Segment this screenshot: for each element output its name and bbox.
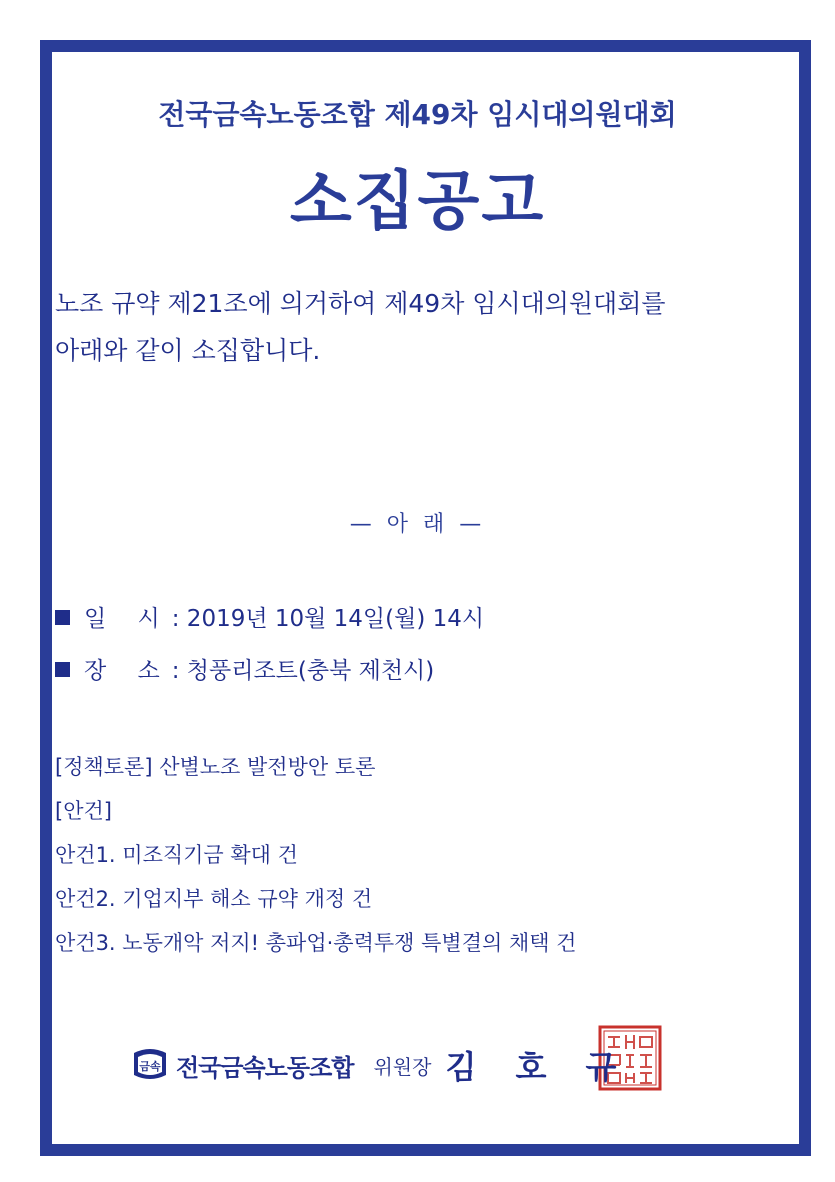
detail-value: : 청풍리조트(충북 제천시) bbox=[171, 658, 435, 684]
meeting-details bbox=[55, 593, 705, 697]
square-bullet-icon bbox=[55, 610, 70, 625]
agenda-list bbox=[55, 745, 735, 965]
detail-value: : 2019년 10월 14일(월) 14시 bbox=[171, 606, 485, 632]
detail-label: 일 시 bbox=[84, 606, 172, 632]
notice-subtitle: 전국금속노동조합 제49차 임시대의원대회 bbox=[158, 98, 677, 131]
president-name: 김 호 규 bbox=[445, 1048, 631, 1086]
agenda-heading: [안건] bbox=[55, 799, 112, 823]
square-bullet-icon bbox=[55, 662, 70, 677]
union-logo-icon bbox=[130, 1047, 170, 1083]
president-title: 위원장 bbox=[373, 1054, 432, 1079]
intro-line-1: 노조 규약 제21조에 의거하여 제49차 임시대의원대회를 bbox=[55, 289, 666, 318]
policy-discussion: [정책토론] 산별노조 발전방안 토론 bbox=[55, 755, 376, 779]
intro-paragraph bbox=[55, 280, 705, 374]
signature-block bbox=[130, 1030, 630, 1100]
agenda-item: 안건1. 미조직기금 확대 건 bbox=[55, 843, 298, 867]
union-name: 전국금속노동조합 bbox=[176, 1053, 354, 1082]
intro-line-2: 아래와 같이 소집합니다. bbox=[55, 336, 321, 365]
section-marker: — 아 래 — bbox=[349, 512, 486, 537]
notice-title: 소집공고 bbox=[289, 165, 546, 239]
detail-label: 장 소 bbox=[84, 658, 172, 684]
logo-text: 금속 bbox=[139, 1060, 161, 1073]
agenda-item: 안건2. 기업지부 해소 규약 개정 건 bbox=[55, 887, 373, 911]
detail-location bbox=[55, 645, 705, 697]
detail-date-time bbox=[55, 593, 705, 645]
agenda-item: 안건3. 노동개악 저지! 총파업·총력투쟁 특별결의 채택 건 bbox=[55, 931, 577, 955]
